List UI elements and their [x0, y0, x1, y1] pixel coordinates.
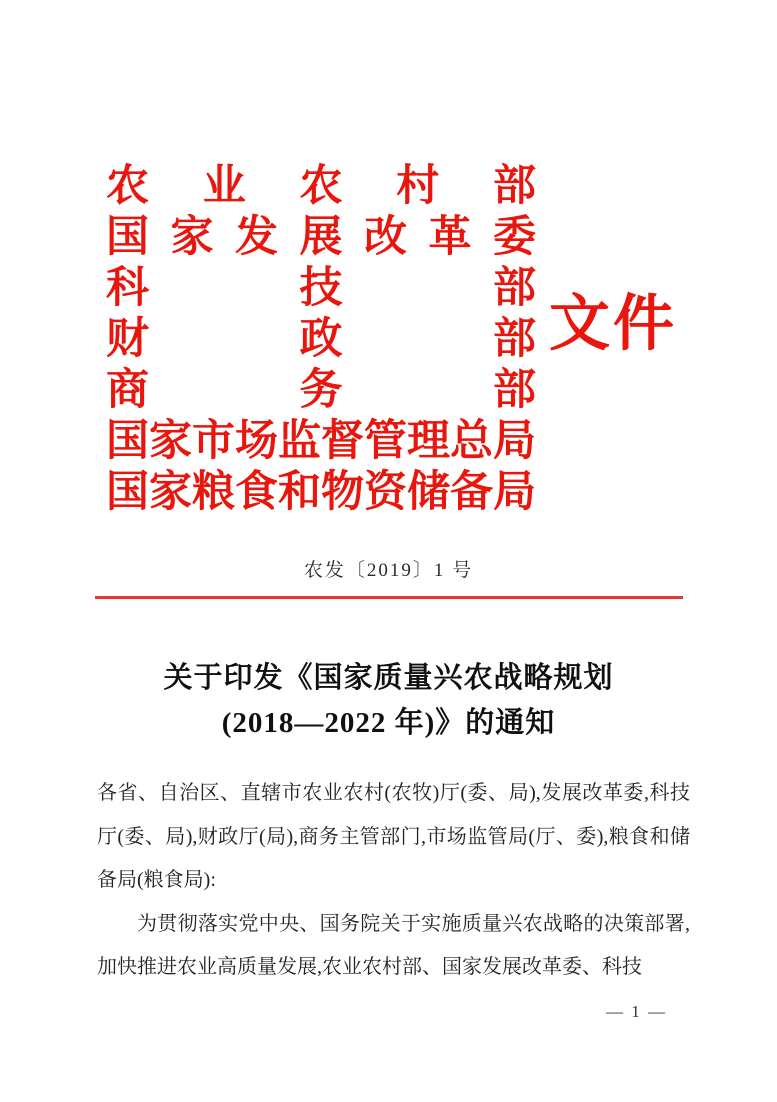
document-type-label: 文件	[549, 291, 678, 358]
agency-name-line-2: 国 家 发 展 改 革 委	[106, 214, 536, 261]
agency-name-line-6: 国 家 市 场 监 督 管 理 总 局	[106, 418, 536, 465]
agency-name-line-7: 国 家 粮 食 和 物 资 储 备 局	[106, 469, 536, 516]
page-number: — 1 —	[606, 1002, 667, 1021]
document-body	[97, 772, 690, 990]
addressees-paragraph: 各省、自治区、直辖市农业农村(农牧)厅(委、局),发展改革委,科技厅(委、局),财政厅(局),商务主管部门,市场监管局(厅、委),粮食和储备局(粮食局):	[97, 782, 690, 891]
agency-name-line-5: 商 务 部	[106, 367, 536, 414]
title-line-2: (2018—2022 年)》的通知	[221, 707, 556, 739]
red-divider-line	[95, 596, 683, 599]
agency-name-line-4: 财 政 部	[106, 316, 536, 363]
body-paragraph-1: 为贯彻落实党中央、国务院关于实施质量兴农战略的决策部署,加快推进农业高质量发展,农业农村部、国家发展改革委、科技	[97, 912, 690, 978]
agency-name-line-3: 科 技 部	[106, 265, 536, 312]
document-reference-number: 农发〔2019〕1 号	[303, 560, 474, 581]
agency-name-line-1: 农 业 农 村 部	[106, 163, 536, 210]
document-title	[0, 656, 777, 746]
issuing-agencies-letterhead	[106, 161, 536, 518]
title-line-1: 关于印发《国家质量兴农战略规划	[163, 662, 614, 694]
